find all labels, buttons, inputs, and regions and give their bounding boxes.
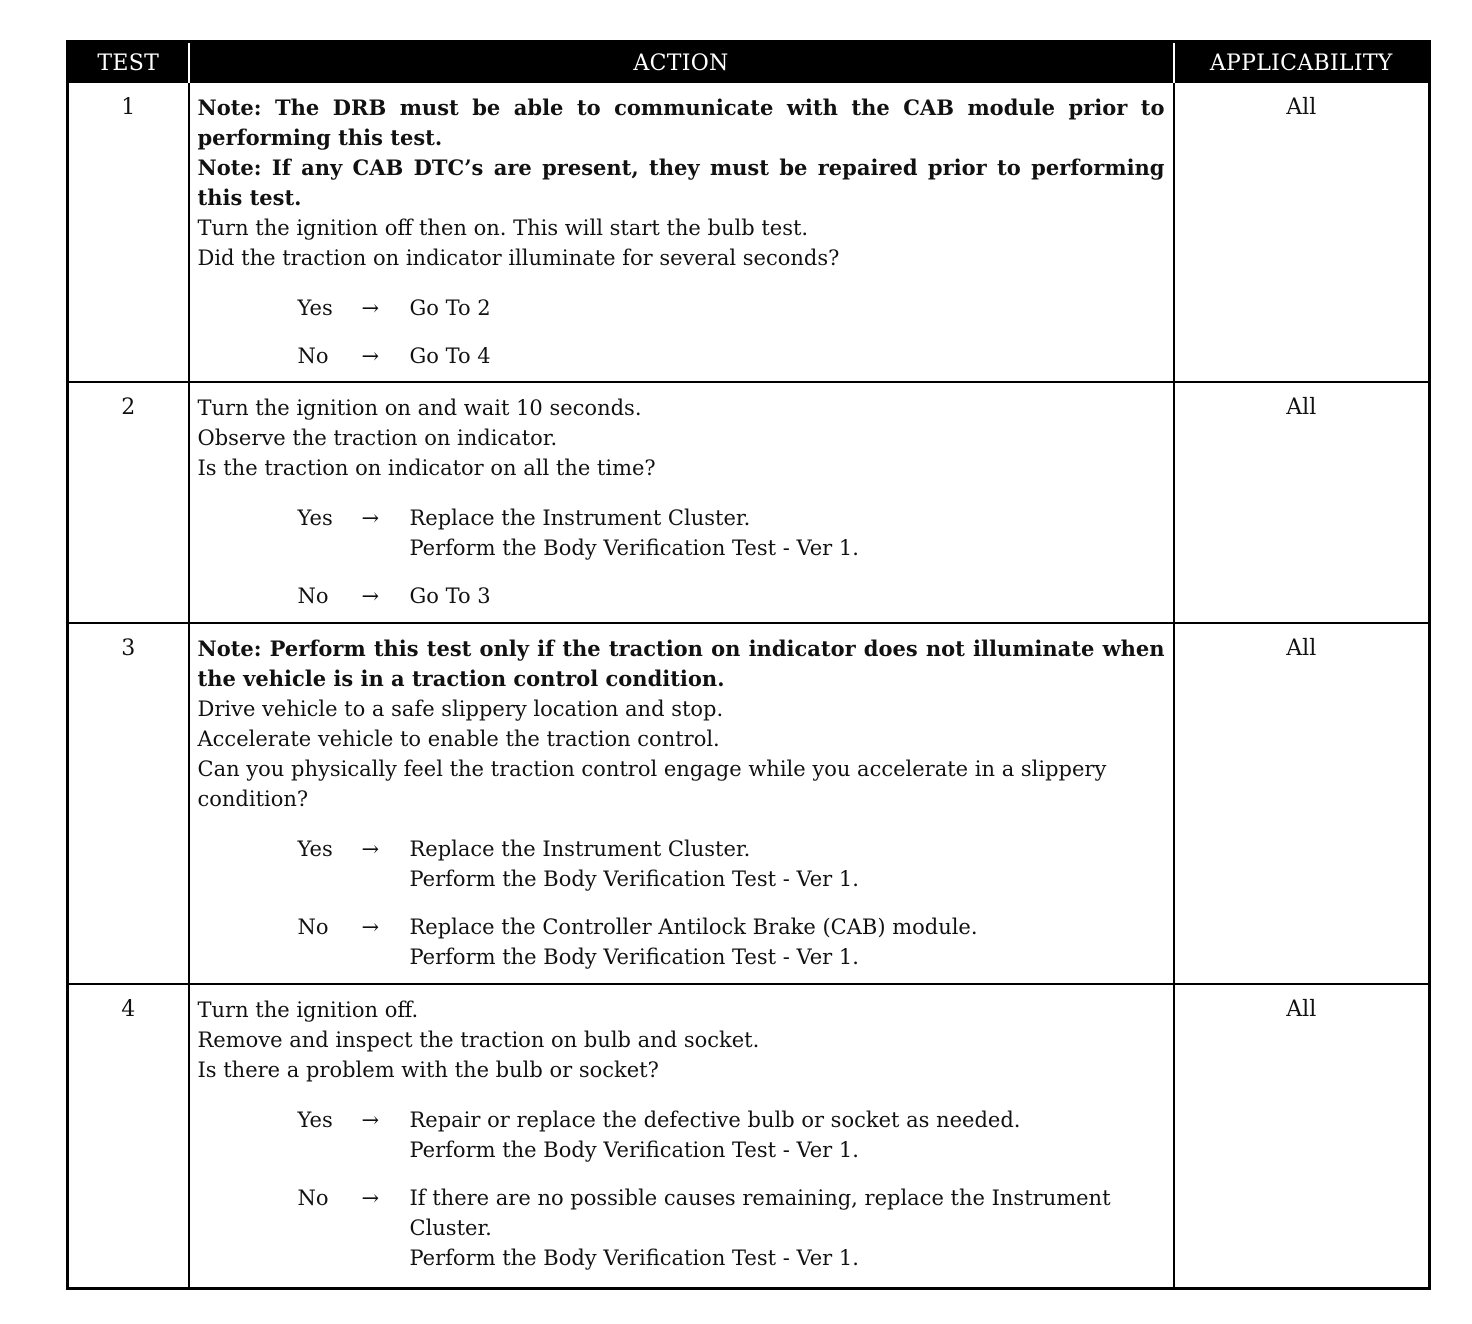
action-step: Turn the ignition off then on. This will start the bulb test. [197, 216, 809, 240]
action-step: Can you physically feel the traction control engage while you accelerate in a slippery condition? [197, 757, 1107, 811]
arrow-right-icon: → [361, 1108, 380, 1132]
outcome-yes [298, 1105, 1165, 1165]
arrow-right-icon: → [361, 344, 380, 368]
outcome-result-line: Replace the Instrument Cluster. [409, 506, 751, 530]
outcome-results [410, 341, 1165, 371]
outcome-yes [298, 834, 1165, 894]
outcome-result-line: Replace the Controller Antilock Brake (CAB) module. [409, 915, 978, 939]
action-note: Note: Perform this test only if the traction on indicator does not illuminate when the vehicle is in a traction control condition. [197, 636, 1165, 691]
arrow-right-icon: → [361, 915, 380, 939]
outcome-results [410, 293, 1165, 323]
outcome-answer: Yes [297, 837, 333, 861]
outcome-yes [298, 293, 1165, 323]
outcome-result-line: Go To 4 [409, 344, 491, 368]
action-cell [189, 623, 1174, 984]
outcome-results [410, 1183, 1165, 1273]
outcome-result-line: If there are no possible causes remaining, replace the Instrument Cluster. [409, 1186, 1111, 1240]
arrow-right-icon: → [361, 837, 380, 861]
applicability-value: All [1174, 82, 1430, 382]
action-cell [189, 82, 1174, 382]
test-number: 1 [68, 82, 189, 382]
arrow-right-icon: → [361, 506, 380, 530]
outcome-results [410, 581, 1165, 611]
table-row [68, 382, 1430, 623]
outcome-result-line: Perform the Body Verification Test - Ver 1. [409, 1246, 859, 1270]
action-step: Observe the traction on indicator. [197, 426, 558, 450]
outcome-answer: No [297, 344, 329, 368]
header-action: ACTION [189, 42, 1174, 83]
header-applicability: APPLICABILITY [1174, 42, 1430, 83]
outcome-results [410, 834, 1165, 894]
test-number: 3 [68, 623, 189, 984]
action-step: Accelerate vehicle to enable the traction control. [197, 727, 720, 751]
action-note: Note: The DRB must be able to communicate with the CAB module prior to performing this test. [197, 95, 1165, 150]
outcome-result-line: Perform the Body Verification Test - Ver 1. [409, 1138, 859, 1162]
table-body [68, 82, 1430, 1288]
outcome-no [298, 1183, 1165, 1273]
action-step: Is there a problem with the bulb or socket? [197, 1058, 659, 1082]
applicability-value: All [1174, 623, 1430, 984]
table-row [68, 623, 1430, 984]
outcome-no [298, 912, 1165, 972]
action-step: Did the traction on indicator illuminate for several seconds? [197, 246, 840, 270]
header-test: TEST [68, 42, 189, 83]
outcome-answer: Yes [297, 296, 333, 320]
outcome-result-line: Perform the Body Verification Test - Ver 1. [409, 867, 859, 891]
outcome-result-line: Perform the Body Verification Test - Ver 1. [409, 536, 859, 560]
arrow-right-icon: → [361, 1186, 380, 1210]
outcome-answer: Yes [297, 1108, 333, 1132]
outcome-results [410, 503, 1165, 563]
outcome-result-line: Perform the Body Verification Test - Ver 1. [409, 945, 859, 969]
outcome-result-line: Go To 2 [409, 296, 491, 320]
action-step: Turn the ignition on and wait 10 seconds. [197, 396, 642, 420]
action-cell [189, 984, 1174, 1288]
arrow-right-icon: → [361, 296, 380, 320]
outcome-answer: No [297, 584, 329, 608]
test-number: 4 [68, 984, 189, 1288]
outcome-result-line: Repair or replace the defective bulb or socket as needed. [409, 1108, 1021, 1132]
outcome-results [410, 912, 1165, 972]
arrow-right-icon: → [361, 584, 380, 608]
action-note: Note: If any CAB DTC’s are present, they must be repaired prior to performing this test. [197, 155, 1165, 210]
applicability-value: All [1174, 382, 1430, 623]
outcome-answer: Yes [297, 506, 333, 530]
action-step: Drive vehicle to a safe slippery location and stop. [197, 697, 724, 721]
outcome-answer: No [297, 1186, 329, 1210]
action-step: Turn the ignition off. [197, 998, 419, 1022]
table-row [68, 82, 1430, 382]
outcome-result-line: Replace the Instrument Cluster. [409, 837, 751, 861]
outcome-no [298, 341, 1165, 371]
table-header-row [68, 42, 1430, 83]
action-cell [189, 382, 1174, 623]
applicability-value: All [1174, 984, 1430, 1288]
outcome-result-line: Go To 3 [409, 584, 491, 608]
outcome-answer: No [297, 915, 329, 939]
table-row [68, 984, 1430, 1288]
action-step: Remove and inspect the traction on bulb and socket. [197, 1028, 760, 1052]
outcome-no [298, 581, 1165, 611]
outcome-yes [298, 503, 1165, 563]
diagnostic-test-table [66, 40, 1431, 1290]
action-step: Is the traction on indicator on all the time? [197, 456, 656, 480]
outcome-results [410, 1105, 1165, 1165]
test-number: 2 [68, 382, 189, 623]
